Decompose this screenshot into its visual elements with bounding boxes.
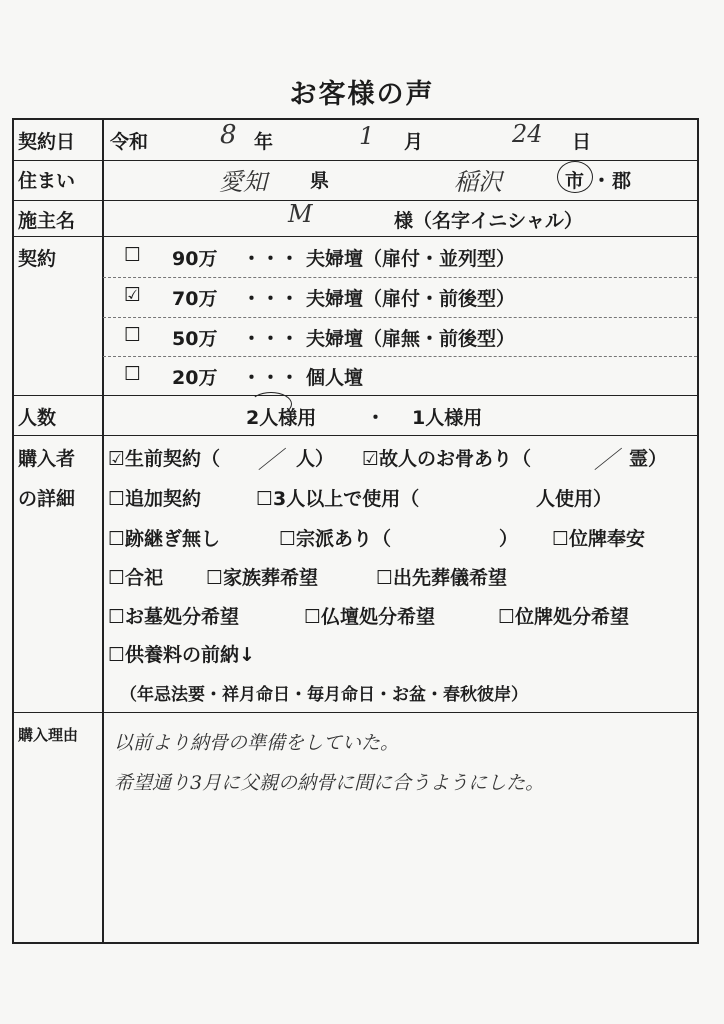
row-divider [14,712,697,713]
dots-20: ・・・ [242,367,300,389]
era-text: 令和 [110,131,149,153]
month-value: 1 [359,122,375,150]
year-unit: 年 [254,131,274,153]
owner-label: 施主名 [18,210,76,232]
price-70: 70万 [172,288,218,310]
prefecture-unit: 県 [310,170,330,192]
label-column-divider [102,120,104,942]
reason-line-2: 希望通り3月に父親の納骨に間に合うようにした。 [114,772,545,794]
dots-50: ・・・ [242,328,300,350]
offsite-funeral-check: ☐出先葬儀希望 [376,567,508,589]
owner-initial: M [288,200,313,228]
remains-unit: 霊） [629,448,668,470]
option-divider [103,356,697,357]
pre-need-slash: ／ [258,446,282,474]
people-selected-mark [250,392,292,416]
altar-disposal-check: ☐仏壇処分希望 [304,606,436,628]
desc-90: 夫婦壇（扉付・並列型） [306,248,516,270]
reason-line-1: 以前より納骨の準備をしていた。 [114,732,400,754]
price-90: 90万 [172,248,218,270]
dots-90: ・・・ [242,248,300,270]
three-plus-users-check: ☐3人以上で使用（ [256,488,420,510]
dots-70: ・・・ [242,288,300,310]
city-unit: 市 [565,170,585,192]
users-unit: 人使用） [536,488,613,510]
row-divider [14,160,697,161]
option-divider [103,317,697,318]
grave-disposal-check: ☐お墓処分希望 [108,606,240,628]
contract-date-label: 契約日 [18,131,76,153]
memorial-tablet-check: ☐位牌奉安 [552,528,646,550]
checkbox-50: ☐ [124,324,142,346]
option-divider [103,277,697,278]
address-label: 住まい [18,170,76,192]
desc-70: 夫婦壇（扉付・前後型） [306,288,516,310]
city-selected-circle [557,161,593,193]
checkbox-20: ☐ [124,363,142,385]
tablet-disposal-check: ☐位牌処分希望 [498,606,630,628]
day-unit: 日 [572,131,592,153]
people-option-2: 2人様用 [246,407,317,429]
address-separator: ・ [592,170,612,192]
sect-close-paren: ） [499,528,519,550]
people-separator: ・ [366,407,386,429]
memorial-services-note: （年忌法要・祥月命日・毎月命日・お盆・春秋彼岸） [120,685,528,705]
additional-contract-check: ☐追加契約 [108,488,202,510]
year-value: 8 [220,120,237,150]
contract-label: 契約 [18,248,57,270]
joint-burial-check: ☐合祀 [108,567,164,589]
row-divider [14,435,697,436]
checkbox-90: ☐ [124,244,142,266]
desc-50: 夫婦壇（扉無・前後型） [306,328,516,350]
people-option-1: 1人様用 [412,407,483,429]
no-successor-check: ☐跡継ぎ無し [108,528,221,550]
remains-slash: ／ [594,446,618,474]
prepaid-memorial-fee-check: ☐供養料の前納↓ [108,644,255,666]
page-title: お客様の声 [289,79,435,110]
family-funeral-check: ☐家族葬希望 [206,567,319,589]
sect-check: ☐宗派あり（ [279,528,392,550]
checkbox-70: ☑ [124,284,142,306]
district-unit: 郡 [612,170,632,192]
row-divider [14,395,697,396]
city-value: 稲沢 [454,168,502,196]
pre-need-unit: 人） [296,448,335,470]
details-label-line1: 購入者 [18,448,76,470]
prefecture-value: 愛知 [219,168,267,196]
price-20: 20万 [172,367,218,389]
people-label: 人数 [18,407,57,429]
row-divider [14,236,697,237]
row-divider [14,200,697,201]
owner-suffix: 様（名字イニシャル） [394,210,583,232]
desc-20: 個人壇 [306,367,364,389]
deceased-remains-check: ☑故人のお骨あり（ [362,448,532,470]
day-value: 24 [512,120,543,148]
details-label-line2: の詳細 [18,488,76,510]
pre-need-contract-check: ☑生前契約（ [108,448,221,470]
reason-label: 購入理由 [18,726,79,744]
month-unit: 月 [404,131,424,153]
price-50: 50万 [172,328,218,350]
customer-voice-form [12,118,699,944]
